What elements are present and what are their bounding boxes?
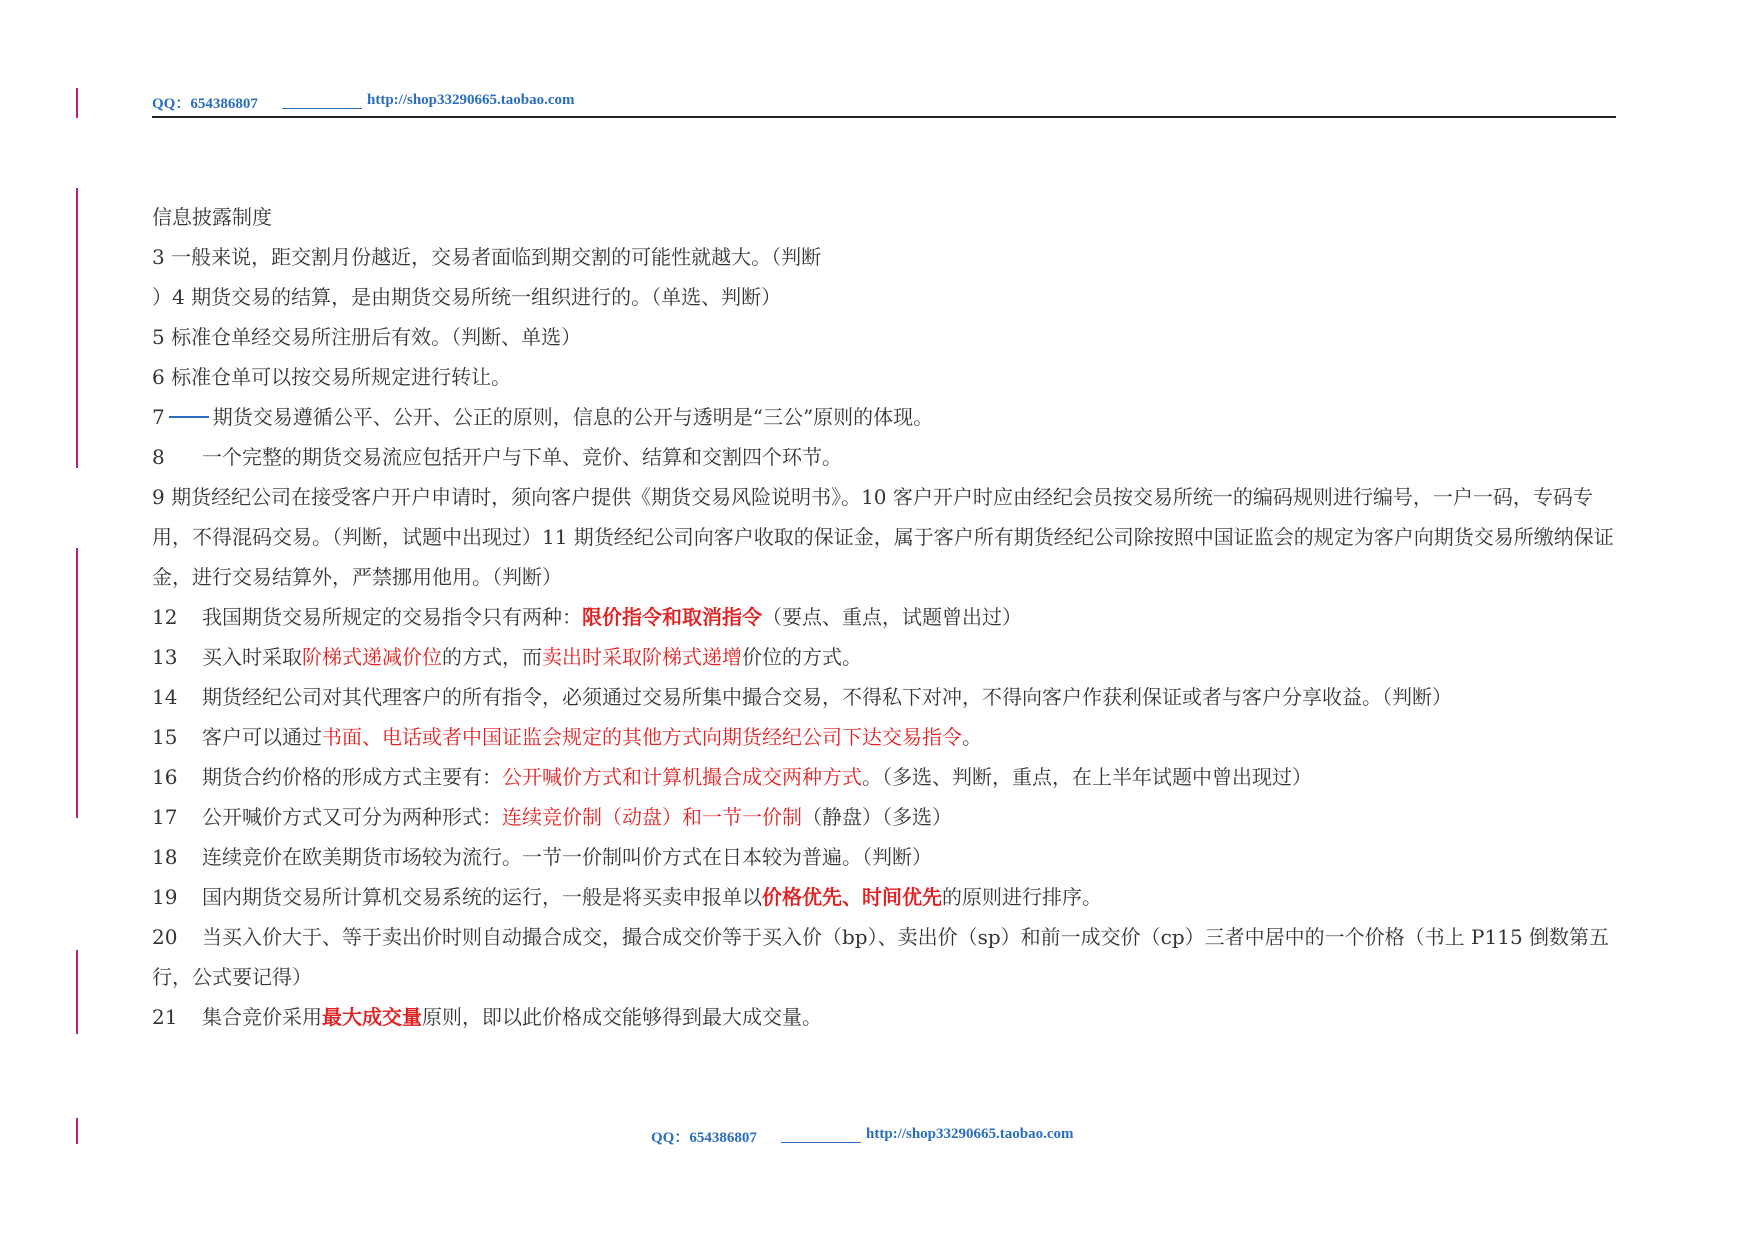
item-number: 21 [152, 1005, 178, 1029]
text-line: 3 一般来说，距交割月份越近，交易者面临到期交割的可能性就越大。（判断 [152, 245, 822, 269]
text-line [152, 637, 1622, 677]
item-text: 价位的方式。 [742, 645, 862, 669]
highlight-text: 卖出时采取阶梯式递增 [542, 645, 742, 669]
header-divider [282, 108, 362, 109]
item-text: （静盘）（多选） [802, 805, 952, 829]
highlight-text: 公开喊价方式和计算机撮合成交两种方式 [502, 765, 862, 789]
text-line [152, 677, 1622, 717]
footer-qq: QQ：654386807 [651, 1130, 757, 1146]
text-line [152, 917, 1622, 997]
item-number: 7 [152, 405, 165, 429]
item-number: 15 [152, 725, 178, 749]
text-line [152, 997, 1622, 1037]
header-url-link[interactable]: http://shop33290665.taobao.com [367, 92, 575, 108]
item-number: 14 [152, 685, 178, 709]
margin-mark [76, 950, 78, 1034]
footer-url-link[interactable]: http://shop33290665.taobao.com [866, 1126, 1074, 1142]
item-text: 期货经纪公司对其代理客户的所有指令，必须通过交易所集中撮合交易，不得私下对冲，不得向客户作获利保证或者与客户分享收益。（判断） [202, 685, 1452, 709]
margin-mark [76, 1118, 78, 1144]
text-line: ）4 期货交易的结算，是由期货交易所统一组织进行的。（单选、判断） [152, 285, 782, 309]
text-line [152, 837, 1622, 877]
text-line [152, 717, 1622, 757]
highlight-text: 书面、电话或者中国证监会规定的其他方式向期货经纪公司下达交易指令 [322, 725, 962, 749]
item-text: 一个完整的期货交易流应包括开户与下单、竞价、结算和交割四个环节。 [202, 445, 842, 469]
text-line [152, 597, 1622, 637]
item-number: 8 [152, 445, 165, 469]
item-text: 期货合约价格的形成方式主要有： [202, 765, 502, 789]
text-line [152, 757, 1622, 797]
text-line [152, 877, 1622, 917]
page-footer [651, 1126, 1131, 1146]
highlight-text: 价格优先、时间优先 [762, 885, 942, 909]
text-line [152, 437, 1622, 477]
item-text: 客户可以通过 [202, 725, 322, 749]
item-text: 我国期货交易所规定的交易指令只有两种： [202, 605, 582, 629]
item-number: 20 [152, 925, 178, 949]
item-text: 。（多选、判断，重点，在上半年试题中曾出现过） [862, 765, 1312, 789]
item-text: 集合竞价采用 [202, 1005, 322, 1029]
margin-mark [76, 548, 78, 818]
item-number: 19 [152, 885, 178, 909]
highlight-text: 限价指令和取消指令 [582, 605, 762, 629]
item-text: 的原则进行排序。 [942, 885, 1102, 909]
margin-mark [76, 88, 78, 118]
highlight-text: 阶梯式递减价位 [302, 645, 442, 669]
text-line [152, 797, 1622, 837]
item-text: 的方式，而 [442, 645, 542, 669]
footer-divider [781, 1142, 861, 1143]
page-header [152, 88, 1616, 118]
item-text: 国内期货交易所计算机交易系统的运行，一般是将买卖申报单以 [202, 885, 762, 909]
item-text: 期货交易遵循公平、公开、公正的原则，信息的公开与透明是“三公”原则的体现。 [212, 405, 934, 429]
item-number: 18 [152, 845, 178, 869]
item-number: 17 [152, 805, 178, 829]
item-text: 原则，即以此价格成交能够得到最大成交量。 [422, 1005, 822, 1029]
item-number: 13 [152, 645, 178, 669]
dash-mark [169, 416, 209, 418]
highlight-text: 最大成交量 [322, 1005, 422, 1029]
text-line: 信息披露制度 [152, 205, 272, 229]
item-text: （要点、重点，试题曾出过） [762, 605, 1022, 629]
text-line: 6 标准仓单可以按交易所规定进行转让。 [152, 365, 512, 389]
item-text: 当买入价大于、等于卖出价时则自动撮合成交，撮合成交价等于买入价（bp）、卖出价（sp）和前一成交价（cp）三者中居中的一个价格（书上 P115 倒数第五行，公式要记得） [152, 925, 1610, 989]
header-qq: QQ：654386807 [152, 96, 258, 112]
document-body [152, 197, 1622, 1037]
item-text: 公开喊价方式又可分为两种形式： [202, 805, 502, 829]
item-number: 12 [152, 605, 178, 629]
item-number: 16 [152, 765, 178, 789]
item-text: 。 [962, 725, 982, 749]
margin-mark [76, 188, 78, 468]
text-line: 5 标准仓单经交易所注册后有效。（判断、单选） [152, 325, 582, 349]
item-text: 买入时采取 [202, 645, 302, 669]
item-text: 连续竞价在欧美期货市场较为流行。一节一价制叫价方式在日本较为普遍。（判断） [202, 845, 932, 869]
text-paragraph: 9 期货经纪公司在接受客户开户申请时，须向客户提供《期货交易风险说明书》。10 客户开户时应由经纪会员按交易所统一的编码规则进行编号，一户一码，专码专用，不得混码交易。（判断，试题中出现过）11 期货经纪公司向客户收取的保证金，属于客户所有期货经纪公司除按照中国证监会的规定为客户向期货交易所缴纳保证金，进行交易结算外，严禁挪用他用。（判断） [152, 485, 1614, 589]
text-line [152, 397, 1622, 437]
highlight-text: 连续竞价制（动盘）和一节一价制 [502, 805, 802, 829]
